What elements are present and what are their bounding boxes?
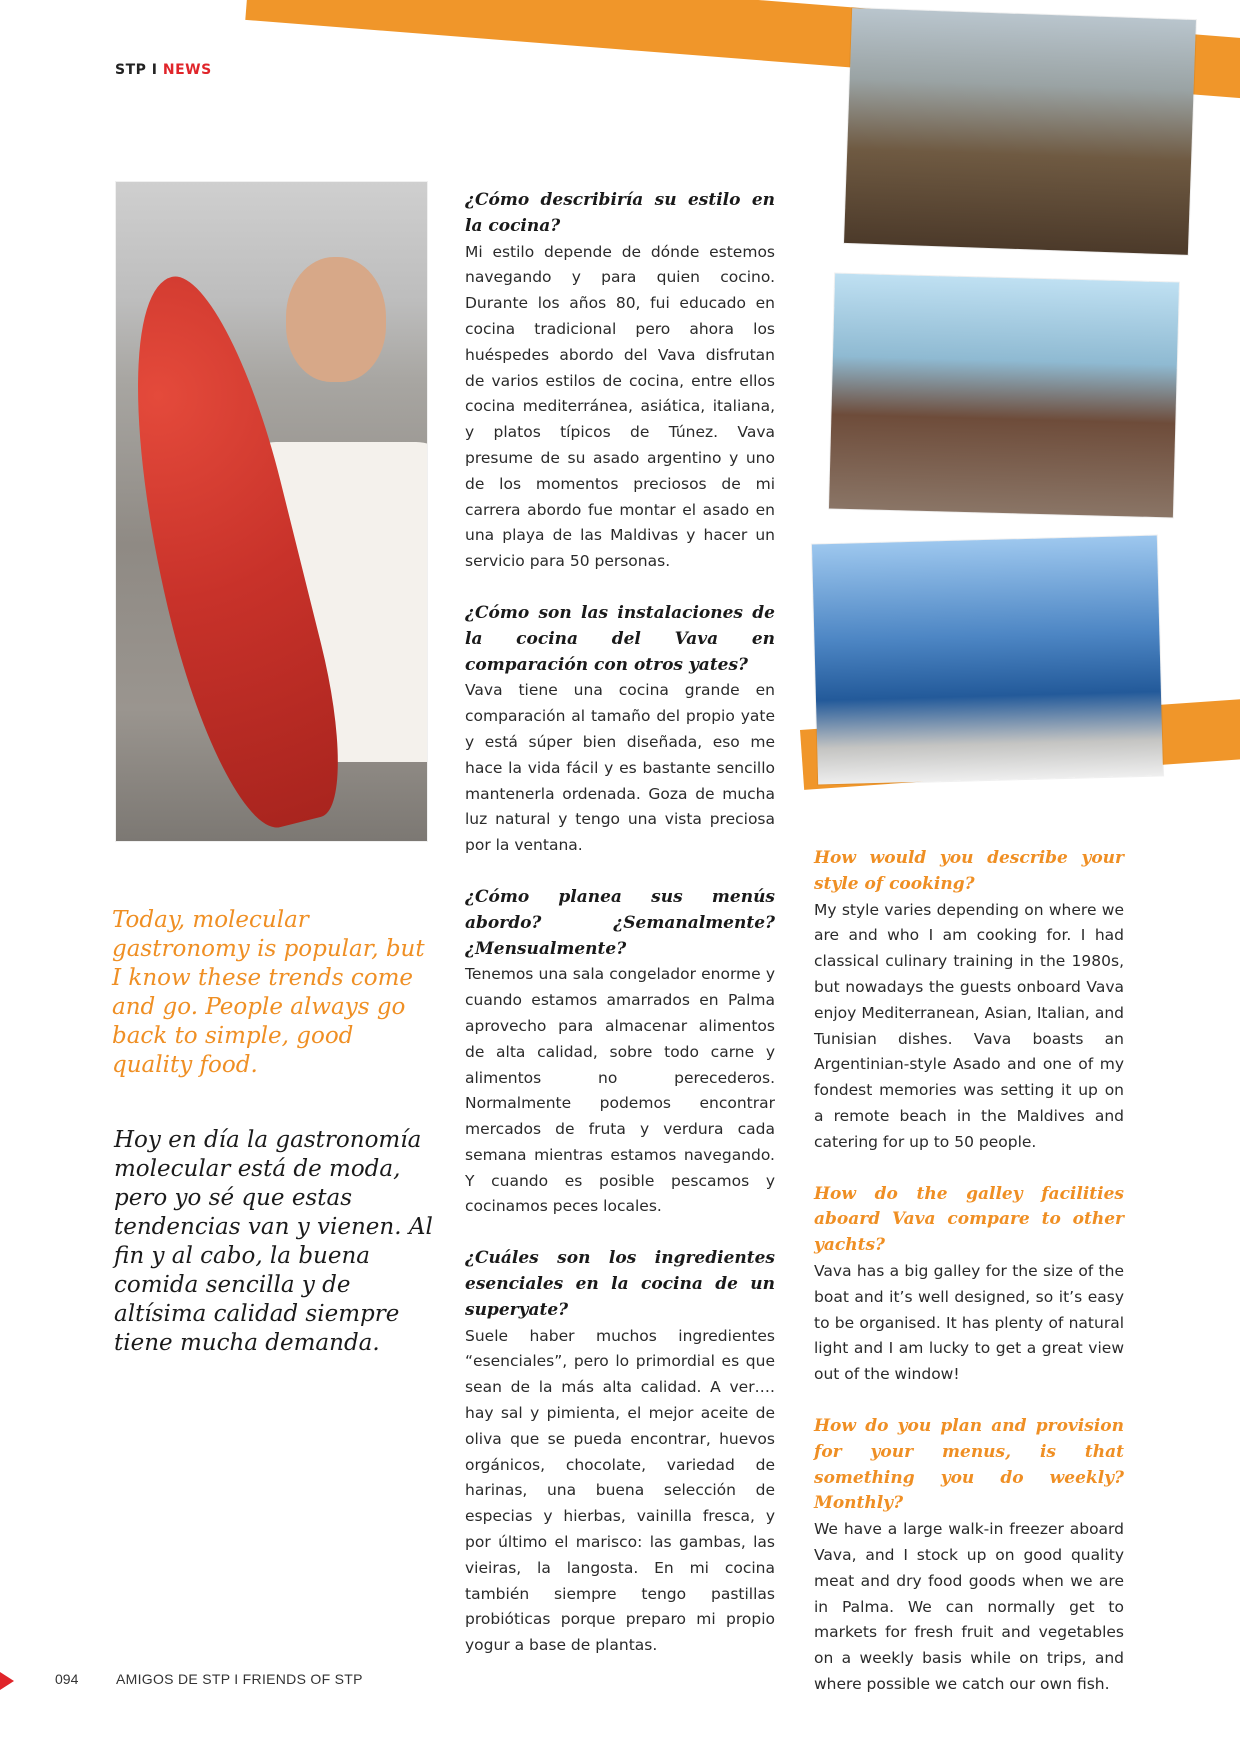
- page-number: 094: [55, 1671, 79, 1687]
- pull-quote-english: Today, molecular gastronomy is popular, but I know these trends come and go. People always go back to simple, good quality food.: [112, 907, 425, 1078]
- header-separator: I: [151, 62, 158, 78]
- question: How do you plan and provision for your menus, is that something you do weekly? Monthly?: [814, 1415, 1124, 1514]
- lobster-catch-photo: [812, 536, 1163, 785]
- question: ¿Cómo son las instalaciones de la cocina del Vava en comparación con otros yates?: [465, 602, 775, 675]
- footer-arrow-icon: [0, 1672, 14, 1690]
- market-photo: [844, 8, 1196, 255]
- answer: Vava has a big galley for the size of the boat and it’s well designed, so it’s easy to be organised. It has plenty of natural light and I am lucky to get a great view out of the window!: [814, 1261, 1124, 1384]
- chef-with-friend-photo: [829, 274, 1179, 518]
- brand-logo: STP: [115, 62, 147, 78]
- section-name: NEWS: [162, 62, 212, 78]
- answer: Tenemos una sala congelador enorme y cuando estamos amarrados en Palma aprovecho para almacenar alimentos de alta calidad, sobre todo carne y alimentos no perecederos. Normalmente podemos encontrar mercados de fruta y verdura cada semana mientras estamos navegando. Y cuando es posible pescamos y cocinamos peces locales.: [465, 965, 775, 1216]
- english-interview-column: [814, 846, 1124, 1724]
- answer: Mi estilo depende de dónde estemos navegando y para quien cocino. Durante los años 80, fui educado en cocina tradicional pero ahora los huéspedes abordo del Vava disfrutan de varios estilos de cocina, entre ellos cocina mediterránea, asiática, italiana, y platos típicos de Túnez. Vava presume de su asado argentino y uno de los momentos preciosos de mi carrera abordo fue montar el asado en una playa de las Maldivas y hacer un servicio para 50 personas.: [465, 242, 775, 571]
- answer: Suele haber muchos ingredientes “esenciales”, pero lo primordial es que sean de la más alta calidad. A ver…. hay sal y pimienta, el mejor aceite de oliva que se pueda encontrar, huevos orgánicos, chocolate, variedad de harinas, una buena selección de especias y hierbas, vainilla fresca, y por último el marisco: las gambas, las vieiras, la langosta. En mi cocina también siempre tengo pastillas probióticas porque preparo mi propio yogur a base de plantas.: [465, 1326, 775, 1655]
- question: ¿Cuáles son los ingredientes esenciales en la cocina de un superyate?: [465, 1248, 775, 1320]
- question: How do the galley facilities aboard Vava compare to other yachts?: [814, 1183, 1124, 1256]
- footer-title: AMIGOS DE STP I FRIENDS OF STP: [116, 1671, 363, 1687]
- answer: My style varies depending on where we are and who I am cooking for. I had classical culinary training in the 1980s, but nowadays the guests onboard Vava enjoy Mediterranean, Asian, Italian, and Tunisian dishes. Vava boasts an Argentinian-style Asado and one of my fondest memories was setting it up on a remote beach in the Maldives and catering for up to 50 people.: [814, 900, 1124, 1151]
- section-header: [115, 62, 212, 78]
- answer: We have a large walk-in freezer aboard Vava, and I stock up on good quality meat and dry food goods when we are in Palma. We can normally get to markets for fresh fruit and vegetables on a weekly basis while on trips, and where possible we catch our own fish.: [814, 1520, 1124, 1693]
- spanish-interview-column: [465, 188, 775, 1685]
- answer: Vava tiene una cocina grande en comparación al tamaño del propio yate y está súper bien diseñada, eso me hace la vida fácil y es bastante sencillo mantenerla ordenada. Goza de mucha luz natural y tengo una vista preciosa por la ventana.: [465, 681, 775, 855]
- chef-holding-fish-photo: [116, 182, 427, 841]
- question: How would you describe your style of cooking?: [814, 848, 1124, 894]
- page-footer: [0, 1668, 1240, 1698]
- pull-quote-spanish: Hoy en día la gastronomía molecular está de moda, pero yo sé que estas tendencias van y vienen. Al fin y al cabo, la buena comida sencilla y de altísima calidad siempre tiene mucha demanda.: [114, 1127, 433, 1356]
- question: ¿Cómo describiría su estilo en la cocina?: [465, 190, 775, 236]
- question: ¿Cómo planea sus menús abordo? ¿Semanalmente? ¿Mensualmente?: [465, 886, 775, 959]
